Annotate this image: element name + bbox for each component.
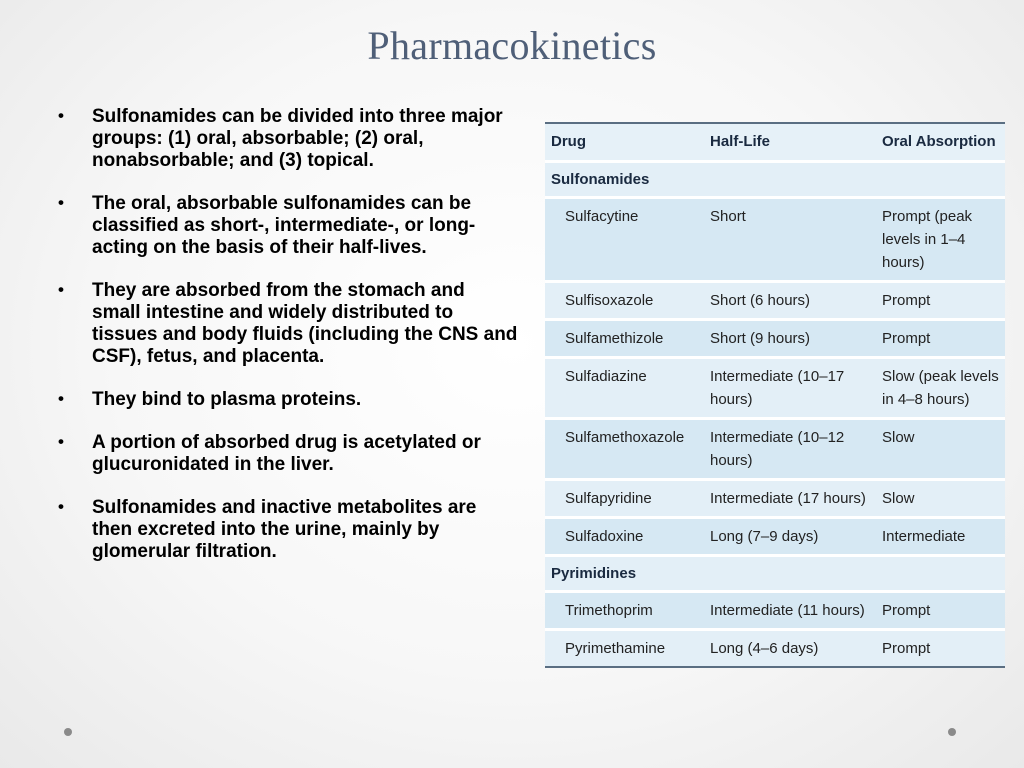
bullet-dot-icon: • bbox=[58, 389, 64, 408]
bullet-item bbox=[58, 497, 518, 563]
cell-half-life: Short bbox=[704, 198, 876, 282]
bullet-text: They bind to plasma proteins. bbox=[92, 389, 362, 410]
bullet-text: Sulfonamides and inactive metabolites are then excreted into the urine, mainly by glomerular filtration. bbox=[92, 497, 477, 562]
cell-absorption: Slow (peak levels in 4–8 hours) bbox=[876, 358, 1005, 419]
header-drug: Drug bbox=[545, 124, 704, 162]
cell-absorption: Intermediate bbox=[876, 518, 1005, 556]
table-row bbox=[545, 282, 1005, 320]
bullet-item bbox=[58, 280, 518, 368]
corner-dot-icon bbox=[64, 728, 72, 736]
bullet-dot-icon: • bbox=[58, 106, 64, 125]
bullet-item bbox=[58, 389, 518, 411]
table-row bbox=[545, 592, 1005, 630]
bullet-item bbox=[58, 432, 518, 476]
cell-absorption: Prompt (peak levels in 1–4 hours) bbox=[876, 198, 1005, 282]
table-row bbox=[545, 518, 1005, 556]
cell-drug: Sulfadoxine bbox=[545, 518, 704, 556]
group-row-pyrimidines bbox=[545, 556, 1005, 592]
table-row bbox=[545, 320, 1005, 358]
table-row bbox=[545, 630, 1005, 667]
header-oral-absorption: Oral Absorption bbox=[876, 124, 1005, 162]
group-row-sulfonamides bbox=[545, 162, 1005, 198]
bullet-text: The oral, absorbable sulfonamides can be classified as short-, intermediate-, or long-acting on the basis of their half-lives. bbox=[92, 193, 476, 258]
slide-title: Pharmacokinetics bbox=[367, 23, 657, 68]
cell-drug: Sulfadiazine bbox=[545, 358, 704, 419]
cell-drug: Trimethoprim bbox=[545, 592, 704, 630]
cell-half-life: Intermediate (11 hours) bbox=[704, 592, 876, 630]
cell-half-life: Intermediate (10–12 hours) bbox=[704, 419, 876, 480]
cell-drug: Sulfamethizole bbox=[545, 320, 704, 358]
bullet-item bbox=[58, 193, 518, 259]
bullet-text: Sulfonamides can be divided into three major groups: (1) oral, absorbable; (2) oral, nonabsorbable; and (3) topical. bbox=[92, 106, 503, 171]
cell-half-life: Intermediate (10–17 hours) bbox=[704, 358, 876, 419]
bullet-text: They are absorbed from the stomach and small intestine and widely distributed to tissues and body fluids (including the CNS and CSF), fetus, and placenta. bbox=[92, 280, 518, 367]
cell-half-life: Long (4–6 days) bbox=[704, 630, 876, 667]
header-half-life: Half-Life bbox=[704, 124, 876, 162]
cell-half-life: Short (9 hours) bbox=[704, 320, 876, 358]
table-row bbox=[545, 480, 1005, 518]
drug-table bbox=[545, 122, 1005, 668]
group-label: Sulfonamides bbox=[545, 162, 1005, 198]
cell-half-life: Short (6 hours) bbox=[704, 282, 876, 320]
bullet-item bbox=[58, 106, 518, 172]
corner-dot-icon bbox=[948, 728, 956, 736]
cell-drug: Sulfacytine bbox=[545, 198, 704, 282]
bullet-text: A portion of absorbed drug is acetylated or glucuronidated in the liver. bbox=[92, 432, 481, 475]
cell-drug: Sulfisoxazole bbox=[545, 282, 704, 320]
table-row bbox=[545, 198, 1005, 282]
cell-drug: Sulfapyridine bbox=[545, 480, 704, 518]
bullet-dot-icon: • bbox=[58, 497, 64, 516]
bullet-dot-icon: • bbox=[58, 280, 64, 299]
cell-drug: Pyrimethamine bbox=[545, 630, 704, 667]
bullet-dot-icon: • bbox=[58, 432, 64, 451]
cell-absorption: Prompt bbox=[876, 592, 1005, 630]
table-row bbox=[545, 419, 1005, 480]
cell-absorption: Slow bbox=[876, 480, 1005, 518]
bullet-dot-icon: • bbox=[58, 193, 64, 212]
cell-absorption: Prompt bbox=[876, 630, 1005, 667]
table-row bbox=[545, 358, 1005, 419]
cell-absorption: Slow bbox=[876, 419, 1005, 480]
cell-absorption: Prompt bbox=[876, 320, 1005, 358]
bullet-list bbox=[58, 106, 518, 584]
cell-drug: Sulfamethoxazole bbox=[545, 419, 704, 480]
cell-half-life: Intermediate (17 hours) bbox=[704, 480, 876, 518]
cell-half-life: Long (7–9 days) bbox=[704, 518, 876, 556]
cell-absorption: Prompt bbox=[876, 282, 1005, 320]
table-header-row bbox=[545, 124, 1005, 162]
drug-table-grid bbox=[545, 124, 1005, 666]
group-label: Pyrimidines bbox=[545, 556, 1005, 592]
